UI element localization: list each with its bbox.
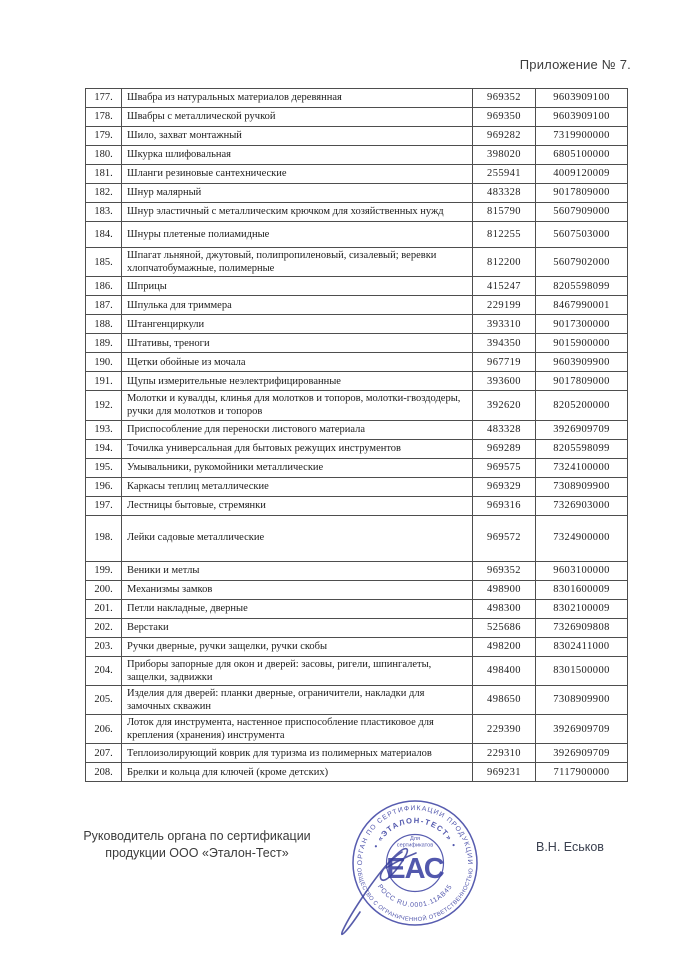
row-number-cell: 207. xyxy=(86,744,122,763)
code1-cell: 969575 xyxy=(473,458,536,477)
description-cell: Веники и метлы xyxy=(122,561,473,580)
table-row xyxy=(86,515,628,561)
code1-cell: 969289 xyxy=(473,439,536,458)
signatory-title-line2: продукции ООО «Эталон-Тест» xyxy=(105,845,289,860)
table-body xyxy=(86,89,628,782)
code1-cell: 815790 xyxy=(473,203,536,222)
row-number-cell: 182. xyxy=(86,184,122,203)
code2-cell: 4009120009 xyxy=(536,165,628,184)
table-row xyxy=(86,165,628,184)
row-number-cell: 200. xyxy=(86,580,122,599)
code2-cell: 8205598099 xyxy=(536,439,628,458)
table-row xyxy=(86,203,628,222)
description-cell: Лейки садовые металлические xyxy=(122,515,473,561)
description-cell: Швабры с металлической ручкой xyxy=(122,108,473,127)
products-table xyxy=(85,88,628,782)
code1-cell: 969329 xyxy=(473,477,536,496)
row-number-cell: 191. xyxy=(86,372,122,391)
row-number-cell: 178. xyxy=(86,108,122,127)
row-number-cell: 204. xyxy=(86,656,122,685)
description-cell: Штангенциркули xyxy=(122,315,473,334)
code2-cell: 9015900000 xyxy=(536,334,628,353)
description-cell: Шнур эластичный с металлическим крючком для хозяйственных нужд xyxy=(122,203,473,222)
code2-cell: 7324900000 xyxy=(536,515,628,561)
code1-cell: 498200 xyxy=(473,637,536,656)
table-row xyxy=(86,222,628,248)
table-row xyxy=(86,618,628,637)
code2-cell: 9017809000 xyxy=(536,372,628,391)
code2-cell: 7326909808 xyxy=(536,618,628,637)
code1-cell: 393310 xyxy=(473,315,536,334)
code1-cell: 969352 xyxy=(473,561,536,580)
row-number-cell: 183. xyxy=(86,203,122,222)
code2-cell: 8205200000 xyxy=(536,391,628,420)
description-cell: Шпулька для триммера xyxy=(122,296,473,315)
code2-cell: 3926909709 xyxy=(536,715,628,744)
description-cell: Лоток для инструмента, настенное приспособление пластиковое для крепления (хранения) инструмента xyxy=(122,715,473,744)
code1-cell: 393600 xyxy=(473,372,536,391)
row-number-cell: 208. xyxy=(86,763,122,782)
row-number-cell: 189. xyxy=(86,334,122,353)
description-cell: Умывальники, рукомойники металлические xyxy=(122,458,473,477)
stamp-ring-inner-top-text: • «ЭТАЛОН-ТЕСТ» • xyxy=(371,815,459,850)
table-row xyxy=(86,656,628,685)
description-cell: Швабра из натуральных материалов деревянная xyxy=(122,89,473,108)
code2-cell: 7324100000 xyxy=(536,458,628,477)
row-number-cell: 190. xyxy=(86,353,122,372)
code1-cell: 498650 xyxy=(473,685,536,714)
code1-cell: 969352 xyxy=(473,89,536,108)
row-number-cell: 185. xyxy=(86,248,122,277)
code2-cell: 8302411000 xyxy=(536,637,628,656)
certification-stamp xyxy=(330,778,500,948)
code1-cell: 969316 xyxy=(473,496,536,515)
code1-cell: 967719 xyxy=(473,353,536,372)
page-title: Приложение № 7. xyxy=(519,57,631,72)
row-number-cell: 177. xyxy=(86,89,122,108)
description-cell: Молотки и кувалды, клинья для молотков и топоров, молотки-гвоздодеры, ручки для молотков и топоров xyxy=(122,391,473,420)
code1-cell: 812255 xyxy=(473,222,536,248)
code2-cell: 7308909900 xyxy=(536,477,628,496)
row-number-cell: 188. xyxy=(86,315,122,334)
signatory-name: В.Н. Еськов xyxy=(536,840,604,854)
description-cell: Шило, захват монтажный xyxy=(122,127,473,146)
code1-cell: 498900 xyxy=(473,580,536,599)
code1-cell: 392620 xyxy=(473,391,536,420)
row-number-cell: 180. xyxy=(86,146,122,165)
table-row xyxy=(86,146,628,165)
code1-cell: 498300 xyxy=(473,599,536,618)
code2-cell: 7319900000 xyxy=(536,127,628,146)
row-number-cell: 203. xyxy=(86,637,122,656)
table-row xyxy=(86,580,628,599)
table-row xyxy=(86,715,628,744)
code2-cell: 7308909900 xyxy=(536,685,628,714)
row-number-cell: 202. xyxy=(86,618,122,637)
row-number-cell: 192. xyxy=(86,391,122,420)
table-row xyxy=(86,561,628,580)
stamp-ring-outer-top-text: ОРГАН ПО СЕРТИФИКАЦИИ ПРОДУКЦИИ xyxy=(356,804,474,866)
code2-cell: 7326903000 xyxy=(536,496,628,515)
stamp-center-line1: Для xyxy=(409,836,421,842)
code2-cell: 9603100000 xyxy=(536,561,628,580)
row-number-cell: 195. xyxy=(86,458,122,477)
row-number-cell: 197. xyxy=(86,496,122,515)
stamp-ring-inner-bottom-text: РОСС RU.0001.11АВ45 xyxy=(375,883,455,910)
row-number-cell: 184. xyxy=(86,222,122,248)
code1-cell: 498400 xyxy=(473,656,536,685)
table-row xyxy=(86,334,628,353)
row-number-cell: 186. xyxy=(86,277,122,296)
code2-cell: 6805100000 xyxy=(536,146,628,165)
code1-cell: 525686 xyxy=(473,618,536,637)
row-number-cell: 196. xyxy=(86,477,122,496)
table-row xyxy=(86,108,628,127)
description-cell: Механизмы замков xyxy=(122,580,473,599)
table-row xyxy=(86,372,628,391)
code1-cell: 483328 xyxy=(473,420,536,439)
stamp-ring-outer-bottom-text: ОБЩЕСТВО С ОГРАНИЧЕННОЙ ОТВЕТСТВЕННОСТЬЮ xyxy=(355,867,475,924)
table-row xyxy=(86,89,628,108)
row-number-cell: 198. xyxy=(86,515,122,561)
description-cell: Петли накладные, дверные xyxy=(122,599,473,618)
stamp-center-line2: сертификатов xyxy=(396,842,434,849)
description-cell: Приспособление для переноски листового материала xyxy=(122,420,473,439)
description-cell: Шнуры плетеные полиамидные xyxy=(122,222,473,248)
code2-cell: 8302100009 xyxy=(536,599,628,618)
code1-cell: 483328 xyxy=(473,184,536,203)
description-cell: Лестницы бытовые, стремянки xyxy=(122,496,473,515)
code2-cell: 3926909709 xyxy=(536,744,628,763)
table-row xyxy=(86,439,628,458)
code1-cell: 969350 xyxy=(473,108,536,127)
description-cell: Шприцы xyxy=(122,277,473,296)
code1-cell: 812200 xyxy=(473,248,536,277)
eac-logo: ЕАС xyxy=(386,853,444,885)
table-row xyxy=(86,496,628,515)
row-number-cell: 193. xyxy=(86,420,122,439)
table-row xyxy=(86,391,628,420)
table-row xyxy=(86,353,628,372)
code1-cell: 394350 xyxy=(473,334,536,353)
row-number-cell: 206. xyxy=(86,715,122,744)
table-row xyxy=(86,599,628,618)
table-row xyxy=(86,685,628,714)
description-cell: Точилка универсальная для бытовых режущих инструментов xyxy=(122,439,473,458)
code1-cell: 229390 xyxy=(473,715,536,744)
description-cell: Каркасы теплиц металлические xyxy=(122,477,473,496)
code1-cell: 229310 xyxy=(473,744,536,763)
code1-cell: 969572 xyxy=(473,515,536,561)
table-row xyxy=(86,744,628,763)
code1-cell: 229199 xyxy=(473,296,536,315)
description-cell: Теплоизолирующий коврик для туризма из полимерных материалов xyxy=(122,744,473,763)
code1-cell: 969231 xyxy=(473,763,536,782)
code1-cell: 415247 xyxy=(473,277,536,296)
code2-cell: 9017300000 xyxy=(536,315,628,334)
code2-cell: 8301600009 xyxy=(536,580,628,599)
code1-cell: 255941 xyxy=(473,165,536,184)
description-cell: Щетки обойные из мочала xyxy=(122,353,473,372)
description-cell: Шпагат льняной, джутовый, полипропиленовый, сизалевый; веревки хлопчатобумажные, полимерные xyxy=(122,248,473,277)
description-cell: Шнур малярный xyxy=(122,184,473,203)
code2-cell: 5607503000 xyxy=(536,222,628,248)
row-number-cell: 199. xyxy=(86,561,122,580)
description-cell: Штативы, треноги xyxy=(122,334,473,353)
description-cell: Щупы измерительные неэлектрифицированные xyxy=(122,372,473,391)
table-row xyxy=(86,458,628,477)
code2-cell: 8467990001 xyxy=(536,296,628,315)
row-number-cell: 201. xyxy=(86,599,122,618)
code2-cell: 9603909100 xyxy=(536,108,628,127)
code2-cell: 9603909100 xyxy=(536,89,628,108)
table-row xyxy=(86,420,628,439)
code2-cell: 7117900000 xyxy=(536,763,628,782)
code2-cell: 9017809000 xyxy=(536,184,628,203)
description-cell: Верстаки xyxy=(122,618,473,637)
signatory-title-line1: Руководитель органа по сертификации xyxy=(83,829,311,843)
description-cell: Шкурка шлифовальная xyxy=(122,146,473,165)
table-row xyxy=(86,637,628,656)
code2-cell: 3926909709 xyxy=(536,420,628,439)
description-cell: Изделия для дверей: планки дверные, ограничители, накладки для замочных скважин xyxy=(122,685,473,714)
row-number-cell: 194. xyxy=(86,439,122,458)
code2-cell: 5607909000 xyxy=(536,203,628,222)
description-cell: Приборы запорные для окон и дверей: засовы, ригели, шпингалеты, защелки, задвижки xyxy=(122,656,473,685)
code2-cell: 5607902000 xyxy=(536,248,628,277)
table-row xyxy=(86,315,628,334)
table-row xyxy=(86,477,628,496)
code2-cell: 9603909900 xyxy=(536,353,628,372)
table-row xyxy=(86,248,628,277)
description-cell: Брелки и кольца для ключей (кроме детских) xyxy=(122,763,473,782)
row-number-cell: 179. xyxy=(86,127,122,146)
description-cell: Ручки дверные, ручки защелки, ручки скобы xyxy=(122,637,473,656)
row-number-cell: 205. xyxy=(86,685,122,714)
signatory-title xyxy=(78,828,316,862)
code1-cell: 969282 xyxy=(473,127,536,146)
description-cell: Шланги резиновые сантехнические xyxy=(122,165,473,184)
row-number-cell: 187. xyxy=(86,296,122,315)
code2-cell: 8205598099 xyxy=(536,277,628,296)
table-row xyxy=(86,277,628,296)
code1-cell: 398020 xyxy=(473,146,536,165)
table-row xyxy=(86,184,628,203)
row-number-cell: 181. xyxy=(86,165,122,184)
table-row xyxy=(86,296,628,315)
table-row xyxy=(86,127,628,146)
code2-cell: 8301500000 xyxy=(536,656,628,685)
